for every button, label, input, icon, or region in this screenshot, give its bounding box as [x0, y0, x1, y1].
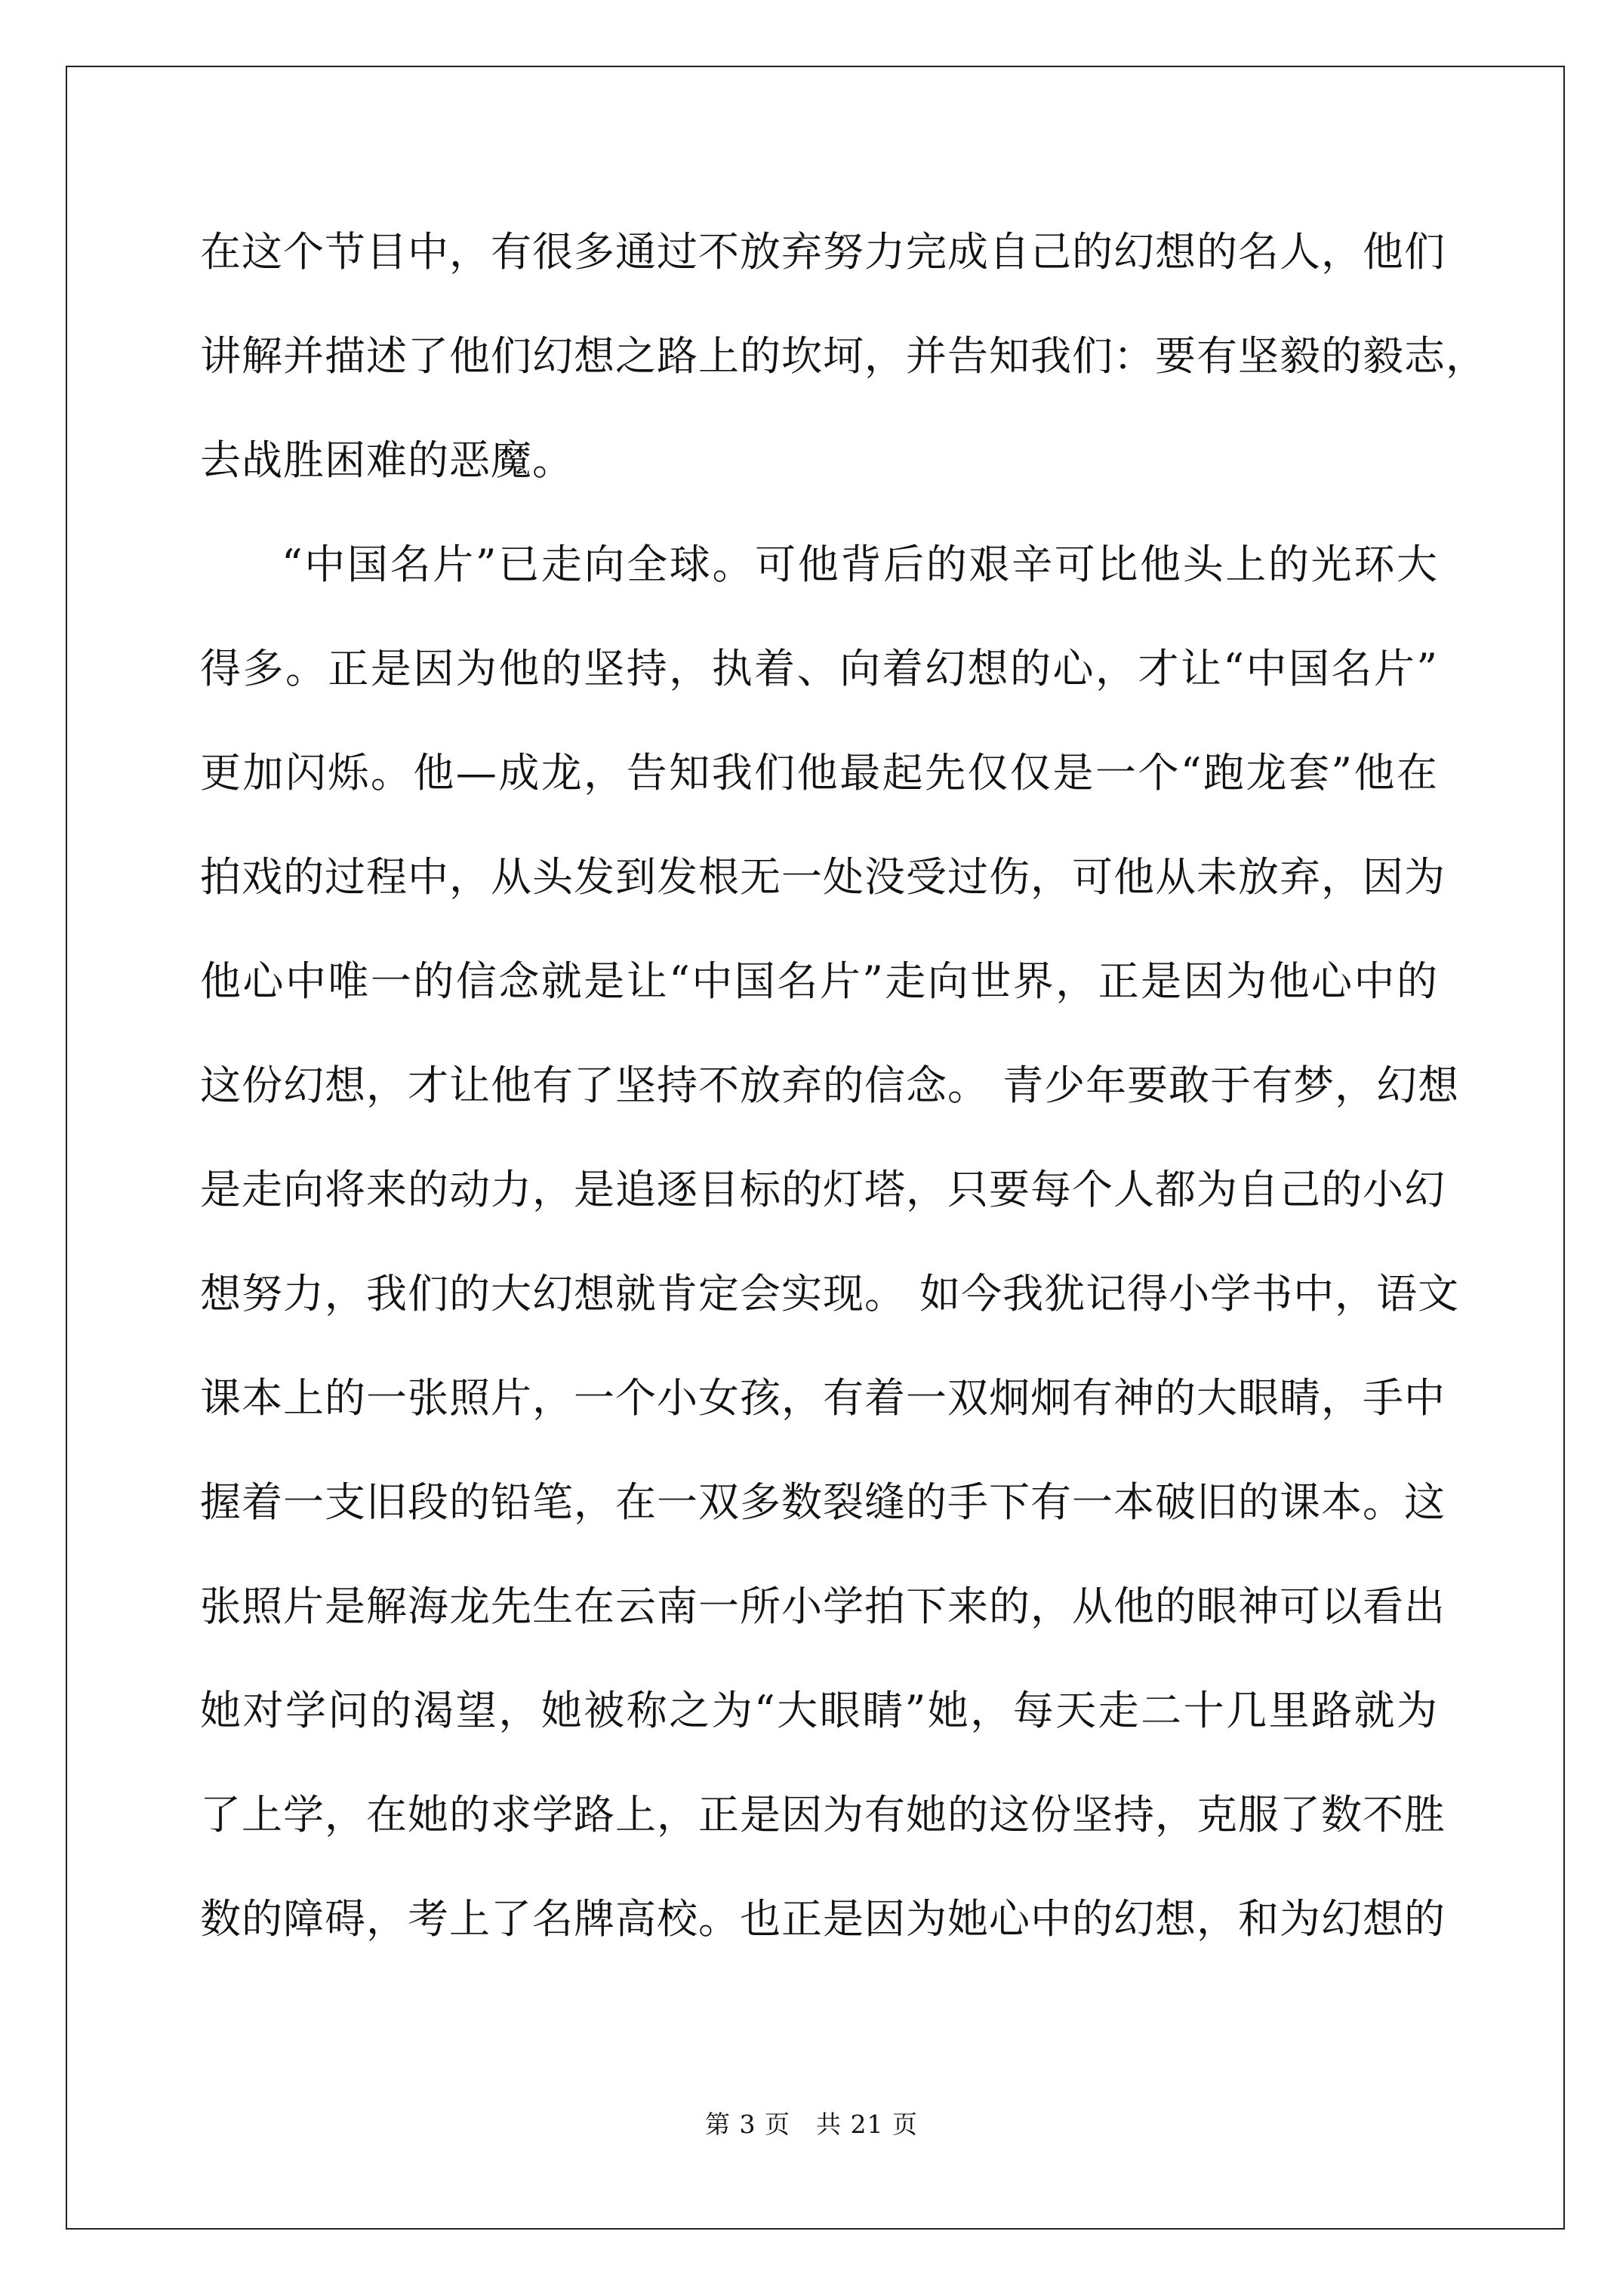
paragraph-2-line-7: 是走向将来的动力，是追逐目标的灯塔，只要每个人都为自己的小幻 [200, 1166, 1446, 1213]
paragraph-2-line-4: 拍戏的过程中，从头发到发根无一处没受过伤，可他从未放弃，因为 [200, 853, 1446, 901]
paragraph-1-line-3: 去战胜困难的恶魔。 [200, 436, 574, 484]
paragraph-2-line-14: 数的障碍，考上了名牌高校。也正是因为她心中的幻想，和为幻想的 [200, 1895, 1446, 1943]
paragraph-2-line-12: 她对学问的渴望，她被称之为“大眼睛”她，每天走二十几里路就为 [200, 1687, 1438, 1734]
page-number-footer: 第 3 页 共 21 页 [705, 2110, 918, 2139]
paragraph-1-line-1: 在这个节目中，有很多通过不放弃努力完成自己的幻想的名人，他们 [200, 228, 1446, 276]
document-body [200, 215, 1487, 1986]
paragraph-2-line-2: 得多。正是因为他的坚持，执着、向着幻想的心，才让“中国名片” [200, 645, 1438, 692]
paragraph-2-line-3: 更加闪烁。他—成龙，告知我们他最起先仅仅是一个“跑龙套”他在 [200, 749, 1438, 797]
paragraph-2-line-1: “中国名片”已走向全球。可他背后的艰辛可比他头上的光环大 [282, 541, 1438, 588]
paragraph-2-line-13: 了上学，在她的求学路上，正是因为有她的这份坚持，克服了数不胜 [200, 1791, 1446, 1838]
paragraph-2-line-11: 张照片是解海龙先生在云南一所小学拍下来的，从他的眼神可以看出 [200, 1583, 1446, 1630]
paragraph-2-line-5: 他心中唯一的信念就是让“中国名片”走向世界，正是因为他心中的 [200, 957, 1438, 1005]
paragraph-2-line-8: 想努力，我们的大幻想就肯定会实现。 如今我犹记得小学书中，语文 [200, 1270, 1460, 1318]
paragraph-2-line-10: 握着一支旧段的铅笔，在一双多数裂缝的手下有一本破旧的课本。这 [200, 1478, 1446, 1526]
paragraph-2-line-9: 课本上的一张照片，一个小女孩，有着一双炯炯有神的大眼睛，手中 [200, 1374, 1446, 1422]
paragraph-2-line-6: 这份幻想，才让他有了坚持不放弃的信念。 青少年要敢于有梦，幻想 [200, 1062, 1460, 1109]
paragraph-1-line-2: 讲解并描述了他们幻想之路上的坎坷，并告知我们：要有坚毅的毅志， [200, 332, 1487, 380]
